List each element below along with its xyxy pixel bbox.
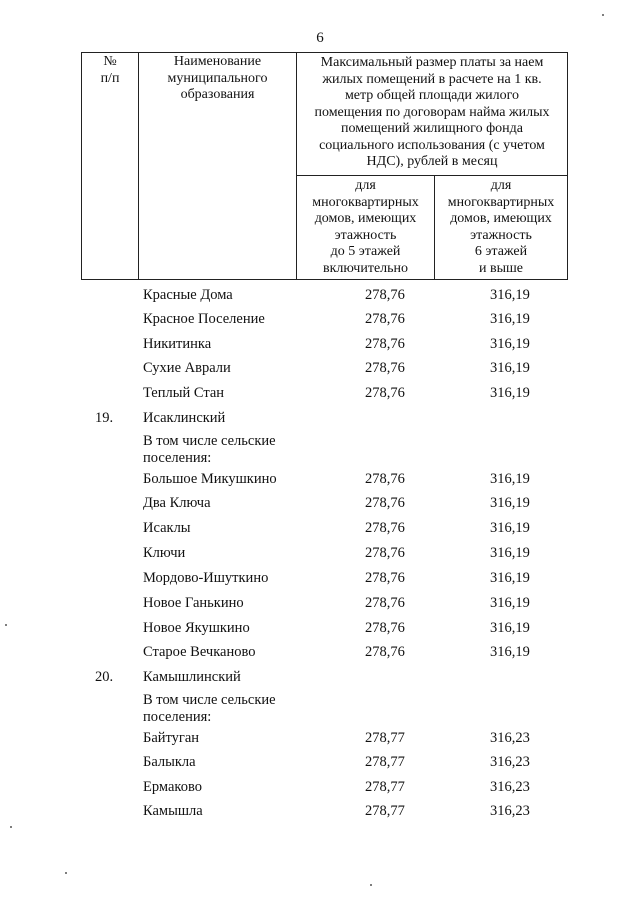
header-a-line: этажность <box>334 227 397 243</box>
row-value-upto5: 278,77 <box>365 754 405 770</box>
row-value-upto5: 278,76 <box>365 570 405 586</box>
row-value-6plus: 316,19 <box>490 360 530 376</box>
row-number: 20. <box>95 669 114 685</box>
row-name: Новое Якушкино <box>143 620 250 636</box>
row-value-6plus: 316,19 <box>490 471 530 487</box>
row-value-6plus: 316,19 <box>490 520 530 536</box>
header-b-line: этажность <box>470 227 532 243</box>
row-name: Никитинка <box>143 336 212 352</box>
row-name: Новое Ганькино <box>143 595 244 611</box>
row-name: Камышлинский <box>143 669 241 685</box>
header-num-line: п/п <box>100 70 120 86</box>
header-a-line: включительно <box>322 260 409 276</box>
row-name: Балыкла <box>143 754 196 770</box>
header-a-line: многоквартирных <box>312 194 419 210</box>
row-name: В том числе сельские поселения: <box>143 692 276 725</box>
row-number: 19. <box>95 410 114 426</box>
row-value-upto5: 278,76 <box>365 385 405 401</box>
row-value-upto5: 278,76 <box>365 620 405 636</box>
header-name-line: муниципального <box>167 70 268 86</box>
header-b-line: многоквартирных <box>447 194 555 210</box>
row-value-upto5: 278,76 <box>365 471 405 487</box>
header-col-a <box>297 178 434 277</box>
row-name: Ермаково <box>143 779 202 795</box>
row-name: Красные Дома <box>143 287 233 303</box>
row-value-6plus: 316,23 <box>490 754 530 770</box>
row-value-6plus: 316,23 <box>490 803 530 819</box>
header-b-line: и выше <box>478 260 523 276</box>
row-value-6plus: 316,19 <box>490 287 530 303</box>
row-value-upto5: 278,76 <box>365 520 405 536</box>
row-name: Два Ключа <box>143 495 211 511</box>
row-name: В том числе сельские поселения: <box>143 433 276 466</box>
row-value-6plus: 316,23 <box>490 779 530 795</box>
row-value-6plus: 316,19 <box>490 385 530 401</box>
row-value-upto5: 278,76 <box>365 545 405 561</box>
header-name-line: Наименование <box>173 54 262 69</box>
row-name: Красное Поселение <box>143 311 265 327</box>
scan-speck <box>10 826 12 828</box>
scan-speck <box>370 884 372 886</box>
header-max-line: НДС), рублей в месяц <box>366 154 498 169</box>
header-max-line: жилых помещений в расчете на 1 кв. <box>322 71 542 87</box>
row-value-6plus: 316,19 <box>490 595 530 611</box>
row-value-6plus: 316,19 <box>490 545 530 561</box>
header-a-line: до 5 этажей <box>330 244 401 259</box>
table-header <box>81 52 568 280</box>
row-value-upto5: 278,77 <box>365 779 405 795</box>
row-name: Камышла <box>143 803 203 819</box>
row-name: Сухие Аврали <box>143 360 231 376</box>
row-value-6plus: 316,19 <box>490 336 530 352</box>
header-top-border <box>81 52 568 53</box>
header-max-line: Максимальный размер платы за наем <box>320 55 544 70</box>
header-col-name <box>139 54 296 104</box>
row-value-6plus: 316,23 <box>490 730 530 746</box>
row-name: Мордово-Ишуткино <box>143 570 269 586</box>
header-bottom-border <box>81 279 568 280</box>
row-value-6plus: 316,19 <box>490 570 530 586</box>
row-name: Исаклы <box>143 520 191 536</box>
scan-speck <box>65 872 67 874</box>
header-name-line: образования <box>180 87 255 102</box>
row-value-upto5: 278,77 <box>365 803 405 819</box>
header-max-line: помещений жилищного фонда <box>341 121 523 136</box>
row-name: Ключи <box>143 545 186 561</box>
row-value-upto5: 278,76 <box>365 311 405 327</box>
row-value-upto5: 278,76 <box>365 644 405 660</box>
header-b-line: для <box>490 178 512 193</box>
header-col-num <box>82 54 138 87</box>
header-col-max <box>297 55 567 171</box>
header-right-border <box>567 52 568 280</box>
row-value-upto5: 278,76 <box>365 595 405 611</box>
scan-speck <box>602 14 604 16</box>
header-a-line: для <box>355 178 376 193</box>
row-value-6plus: 316,19 <box>490 620 530 636</box>
row-name: Байтуган <box>143 730 200 746</box>
header-num-line: № <box>103 54 117 69</box>
header-sub-border <box>296 175 568 176</box>
row-name: Большое Микушкино <box>143 471 277 487</box>
row-name: Исаклинский <box>143 410 226 426</box>
header-b-line: домов, имеющих <box>450 211 552 226</box>
header-max-line: метр общей площади жилого <box>344 88 520 103</box>
header-col-b <box>435 178 567 277</box>
header-max-line: помещения по договорам найма жилых <box>314 104 550 120</box>
row-value-upto5: 278,76 <box>365 360 405 376</box>
scan-speck <box>5 624 7 626</box>
header-a-line: домов, имеющих <box>314 211 417 226</box>
header-max-line: социального использования (с учетом <box>319 137 545 153</box>
row-value-6plus: 316,19 <box>490 644 530 660</box>
row-value-upto5: 278,76 <box>365 495 405 511</box>
row-value-upto5: 278,76 <box>365 287 405 303</box>
row-name: Теплый Стан <box>143 385 225 401</box>
header-b-line: 6 этажей <box>474 244 528 259</box>
page-number: 6 <box>316 30 324 46</box>
row-value-6plus: 316,19 <box>490 311 530 327</box>
row-value-6plus: 316,19 <box>490 495 530 511</box>
row-value-upto5: 278,77 <box>365 730 405 746</box>
row-name: Старое Вечканово <box>143 644 256 660</box>
row-value-upto5: 278,76 <box>365 336 405 352</box>
